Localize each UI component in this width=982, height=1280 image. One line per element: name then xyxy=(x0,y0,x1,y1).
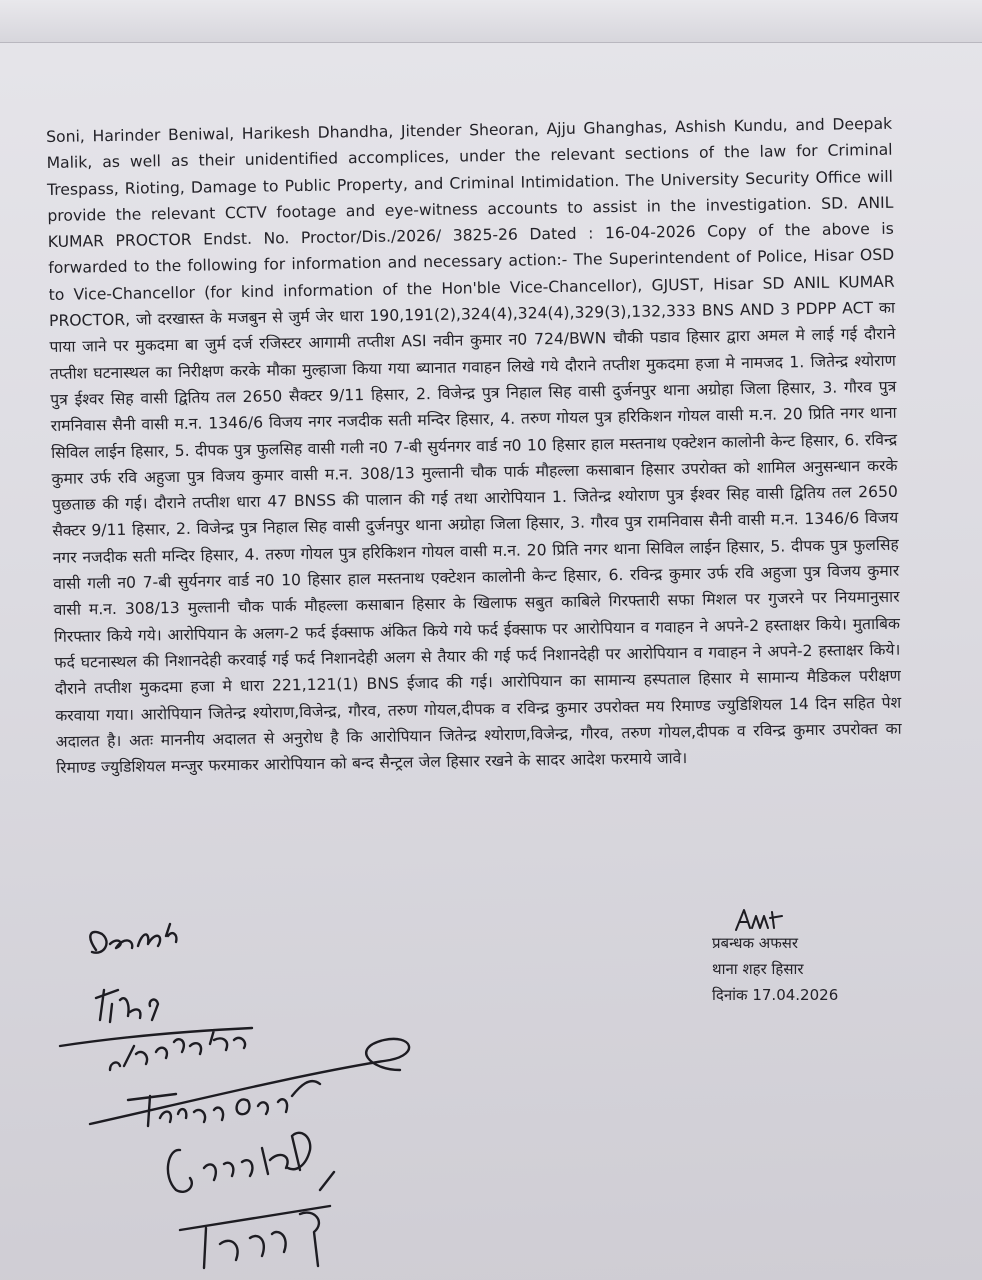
body-paragraph: Soni, Harinder Beniwal, Harikesh Dhandha, Jitender Sheoran, Ajju Ghanghas, Ashish Kundu, and Deepak Malik, as well as their unidentified accomplices, under the relevant sections of the law for Criminal Trespass, Rioting, Damage to Public Property, and Criminal Intimidation. The University Security Office will provide the relevant CCTV footage and eye-witness accounts to assist in the investigation. SD. ANIL KUMAR PROCTOR Endst. No. Proctor/Dis./2026/ 3825-26 Dated : 16-04-2026 Copy of the above is forwarded to the following for information and necessary action:- The Superintendent of Police, Hisar OSD to Vice-Chancellor (for kind information of the Hon'ble Vice-Chancellor), GJUST, Hisar SD ANIL KUMAR PROCTOR, जो दरखास्त के मजबुन से जुर्म जेर धारा 190,191(2),324(4),324(4),329(3),132,333 BNS AND 3 PDPP ACT का पाया जाने पर मुकदमा बा जुर्म दर्ज रजिस्टर आगामी तप्तीश ASI नवीन कुमार न0 724/BWN चौकी पडाव हिसार द्वारा अमल मे लाई गई दौराने तप्तीश घटनास्थल का निरीक्षण करके मौका मुल्हाजा किया गया ब्यानात गवाहन लिखे गये दौराने तप्तीश मुकदमा हजा मे नामजद 1. जितेन्द्र श्योराण पुत्र ईश्वर सिह वासी द्वितिय तल 2650 सैक्टर 9/11 हिसार, 2. विजेन्द्र पुत्र निहाल सिह वासी दुर्जनपुर थाना अग्रोहा जिला हिसार, 3. गौरव पुत्र रामनिवास सैनी वासी म.न. 1346/6 विजय नगर नजदीक सती मन्दिर हिसार, 4. तरुण गोयल पुत्र हरिकिशन गोयल वासी म.न. 20 प्रिति नगर थाना सिविल लाईन हिसार, 5. दीपक पुत्र फुलसिह वासी गली न0 7-बी सुर्यनगर वार्ड न0 10 हिसार हाल मस्तनाथ एक्टेशन कालोनी केन्ट हिसार, 6. रविन्द्र कुमार उर्फ रवि अहुजा पुत्र विजय कुमार वासी म.न. 308/13 मुल्तानी चौक पार्क मौहल्ला कसाबान हिसार उपरोक्त को शामिल अनुसन्धान करके पुछताछ की गई। दौराने तप्तीश धारा 47 BNSS की पालान की गई तथा आरोपियान 1. जितेन्द्र श्योराण पुत्र ईश्वर सिह वासी द्वितिय तल 2650 सैक्टर 9/11 हिसार, 2. विजेन्द्र पुत्र निहाल सिह वासी दुर्जनपुर थाना अग्रोहा जिला हिसार, 3. गौरव पुत्र रामनिवास सैनी वासी म.न. 1346/6 विजय नगर नजदीक सती मन्दिर हिसार, 4. तरुण गोयल पुत्र हरिकिशन गोयल वासी म.न. 20 प्रिति नगर थाना सिविल लाईन हिसार, 5. दीपक पुत्र फुलसिह वासी गली न0 7-बी सुर्यनगर वार्ड न0 10 हिसार हाल मस्तनाथ एक्टेशन कालोनी केन्ट हिसार, 6. रविन्द्र कुमार उर्फ रवि अहुजा पुत्र विजय कुमार वासी म.न. 308/13 मुल्तानी चौक पार्क मौहल्ला कसाबान हिसार के खिलाफ सबुत काबिले गिरफ्तारी सफा मिशल पर गुजरने पर नियमानुसार गिरफ्तार किये गये। आरोपियान के अलग-2 फर्द ईक्साफ अंकित किये गये फर्द ईक्साफ पर आरोपियान व गवाहन ने अपने-2 हस्ताक्षर किये। मुताबिक फर्द घटनास्थल की निशानदेही करवाई गई फर्द निशानदेही अलग से तैयार की गई फर्द निशानदेही पर आरोपियान व गवाहन ने अपने-2 हस्ताक्षर किये। दौराने तप्तीश मुकदमा हजा मे धारा 221,121(1) BNS ईजाद की गई। आरोपियान का सामान्य हस्पताल हिसार मे सामान्य मैडिकल परीक्षण करवाया गया। आरोपियान जितेन्द्र श्योराण,विजेन्द्र, गौरव, तरुण गोयल,दीपक व रविन्द्र कुमार उपरोक्त मय रिमाण्ड ज्युडिशियल 14 दिन सहित पेश अदालत है। अतः माननीय अदालत से अनुरोध है कि आरोपियान जितेन्द्र श्योराण,विजेन्द्र, गौरव, तरुण गोयल,दीपक व रविन्द्र कुमार उपरोक्त का रिमाण्ड ज्युडिशियल मन्जुर फरमाकर आरोपियान को बन्द सैन्ट्रल जेल हिसार रखने के सादर आदेश फरमाये जावे। xyxy=(46,114,902,778)
signature-date: दिनांक 17.04.2026 xyxy=(712,986,839,1004)
signature-ravinder xyxy=(180,1172,334,1268)
signature-jitender xyxy=(60,990,252,1070)
signature-gaurav xyxy=(168,1133,310,1192)
officer-designation: प्रबन्धक अफसर xyxy=(712,934,799,952)
signature-deepak xyxy=(90,924,176,953)
police-station: थाना शहर हिसार xyxy=(712,960,804,978)
